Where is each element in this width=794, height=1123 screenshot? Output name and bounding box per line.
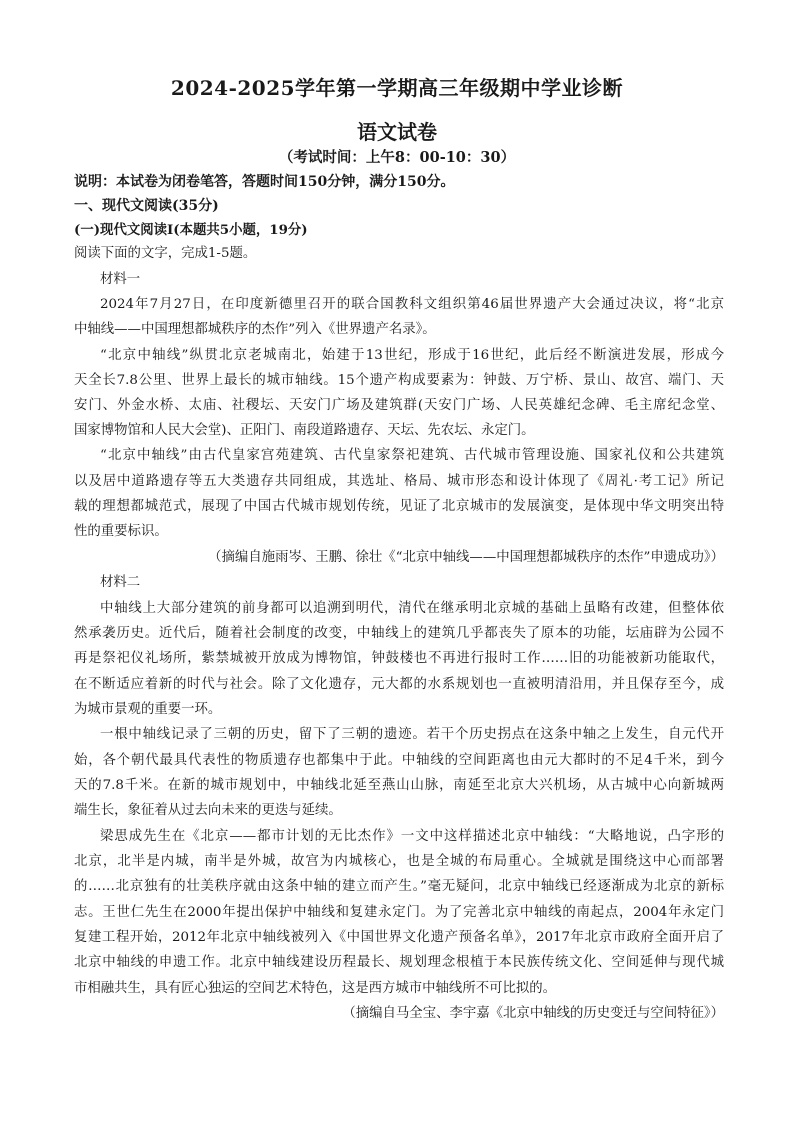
paragraph-line: 复建工程开始，2012年北京中轴线被列入《中国世界文化遗产预备名单》，2017年北京市政府全面开启了 [74, 930, 724, 945]
paragraph-line: 为城市景观的重要一环。 [74, 702, 222, 717]
part-heading: (一)现代文阅读Ⅰ(本题共5小题，19分) [74, 222, 308, 238]
exam-instructions: 说明：本试卷为闭卷笔答，答题时间150分钟，满分150分。 [74, 174, 455, 190]
paragraph-line: 梁思成先生在《北京——都市计划的无比杰作》一文中这样描述北京中轴线：“大略地说，凸字形的 [100, 829, 724, 844]
exam-subtitle: 语文试卷 [357, 120, 437, 144]
paragraph-line: 天全长7.8公里、世界上最长的城市轴线。15个遗产构成要素为：钟鼓、万宁桥、景山、故宫、端门、天 [74, 373, 724, 388]
paragraph-line: 中轴线——中国理想都城秩序的杰作”列入《世界遗产名录》。 [74, 322, 436, 337]
paragraph-line: 中轴线上大部分建筑的前身都可以追溯到明代，清代在继承明北京城的基础上虽略有改建，但整体依 [100, 601, 724, 616]
material1-label: 材料一 [100, 272, 141, 287]
paragraph-line: 端生长，象征着从过去向未来的更迭与延续。 [74, 803, 342, 818]
paragraph-line: 再是祭祀仪礼场所，紫禁城被开放成为博物馆，钟鼓楼也不再进行报时工作……旧的功能被新功能取代， [74, 651, 724, 666]
material1-source: （摘编自施雨岑、王鹏、徐壮《“北京中轴线——中国理想都城秩序的杰作”申遗成功》） [208, 550, 724, 565]
paragraph-line: 市相融共生，具有匠心独运的空间艺术特色，这是西方城市中轴线所不可比拟的。 [74, 981, 557, 996]
reading-directions: 阅读下面的文字，完成1-5题。 [74, 246, 257, 261]
paragraph-line: 2024年7月27日，在印度新德里召开的联合国教科文组织第46届世界遗产大会通过决议，将“北京 [100, 297, 724, 312]
paragraph-line: 始，各个朝代最具代表性的物质遗存也都集中于此。中轴线的空间距离也由元大都时的不足4千米，到今 [74, 753, 724, 768]
paragraph-line: 国家博物馆和人民大会堂)、正阳门、南段道路遗存、天坛、先农坛、永定门。 [74, 423, 535, 438]
paragraph-line: 的……北京独有的壮美秩序就由这条中轴的建立而产生。”毫无疑问，北京中轴线已经逐渐成为北京的新标 [74, 879, 724, 894]
paragraph-line: 载的理想都城范式，展现了中国古代城市规划传统，见证了北京城市的发展演变，是体现中华文明突出特 [74, 499, 724, 514]
paragraph-line: 以及居中道路遗存等五大类遗存共同组成，其选址、格局、城市形态和设计体现了《周礼·考工记》所记 [74, 474, 724, 489]
paragraph-line: “北京中轴线”纵贯北京老城南北，始建于13世纪，形成于16世纪，此后经不断演进发展，形成今 [100, 348, 724, 363]
material2-label: 材料二 [100, 575, 141, 590]
paragraph-line: 北京中轴线的申遗工作。北京中轴线建设历程最长、规划理念根植于本民族传统文化、空间延伸与现代城 [74, 955, 724, 970]
paragraph-line: 志。王世仁先生在2000年提出保护中轴线和复建永定门。为了完善北京中轴线的南起点，2004年永定门 [74, 905, 724, 920]
section-heading: 一、现代文阅读(35分) [74, 198, 219, 214]
paragraph-line: 一根中轴线记录了三朝的历史，留下了三朝的遗迹。若干个历史拐点在这条中轴之上发生，自元代开 [100, 727, 724, 742]
paragraph-line: 安门、外金水桥、太庙、社稷坛、天安门广场及建筑群(天安门广场、人民英雄纪念碑、毛主席纪念堂、 [74, 398, 724, 413]
paragraph-line: 然承袭历史。近代后，随着社会制度的改变，中轴线上的建筑几乎都丧失了原本的功能，坛庙辟为公园不 [74, 626, 724, 641]
paragraph-line: 天的7.8千米。在新的城市规划中，中轴线北延至燕山山脉，南延至北京大兴机场，从古城中心向新城两 [74, 778, 724, 793]
material2-source: （摘编自马全宝、李宇嘉《北京中轴线的历史变迁与空间特征》） [342, 1006, 724, 1021]
paragraph-line: 在不断适应着新的时代与社会。除了文化遗存，元大都的水系规划也一直被明清沿用，并且保存至今，成 [74, 677, 724, 692]
exam-time: （考试时间：上午8：00-10：30） [278, 149, 516, 166]
paragraph-line: 北京，北半是内城，南半是外城，故宫为内城核心，也是全城的布局重心。全城就是围绕这中心而部署 [74, 854, 724, 869]
paragraph-line: 性的重要标识。 [74, 524, 168, 539]
paragraph-line: “北京中轴线”由古代皇家宫苑建筑、古代皇家祭祀建筑、古代城市管理设施、国家礼仪和公共建筑 [100, 448, 724, 463]
exam-title: 2024-2025学年第一学期高三年级期中学业诊断 [170, 76, 624, 100]
